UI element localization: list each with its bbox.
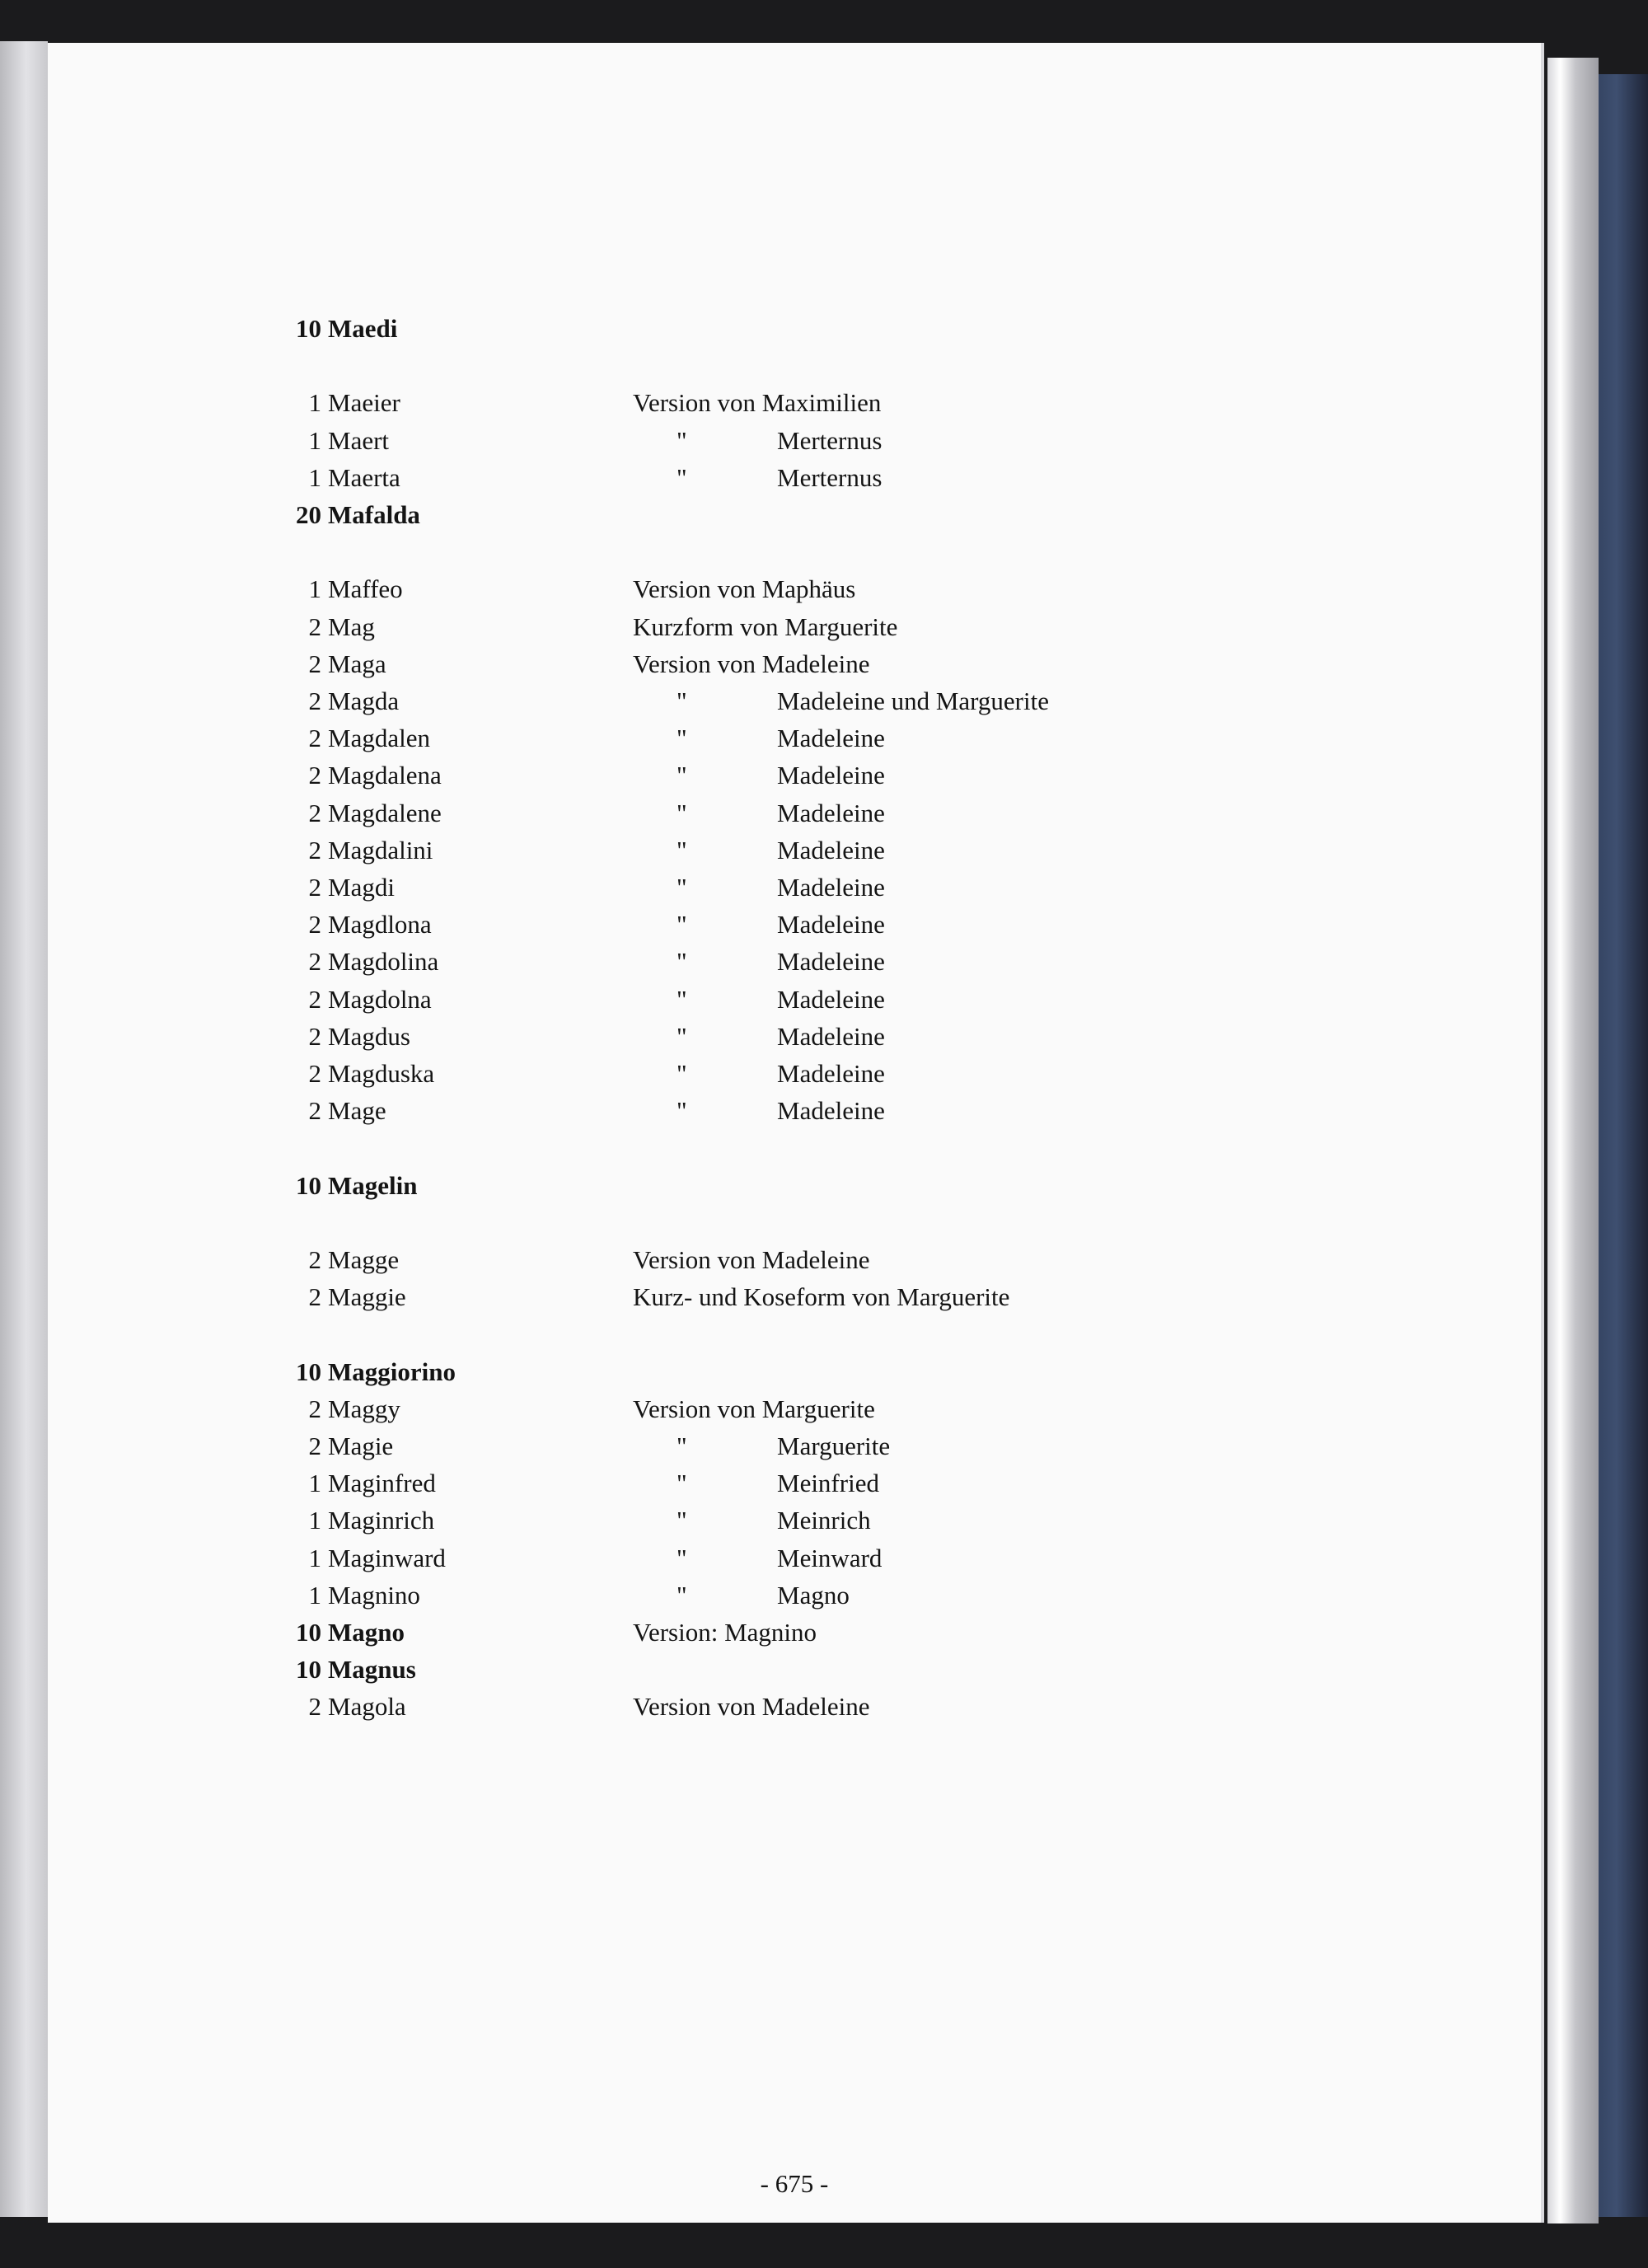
entry-count: 2: [308, 1394, 321, 1423]
entry-count: 2: [308, 873, 321, 902]
entry-row: [48, 1278, 1541, 1316]
entry-name: Magdalene: [328, 798, 442, 827]
entry-reference: Meinrich: [777, 1506, 871, 1535]
entry-count: 1: [308, 1543, 321, 1572]
left-page-edge: [0, 41, 48, 2217]
book-page: [48, 43, 1541, 2223]
entry-name: Mage: [328, 1096, 386, 1126]
entry-reference: Meinward: [777, 1543, 883, 1572]
entry-reference: Madeleine: [777, 1059, 885, 1088]
entry-reference: Madeleine: [777, 1021, 885, 1051]
entry-name: Maffeo: [328, 574, 403, 604]
entry-row: [48, 608, 1541, 646]
ditto-mark: ": [677, 462, 687, 492]
entry-count: 1: [308, 1506, 321, 1535]
entry-reference: Madeleine: [777, 873, 885, 902]
entry-row: [48, 1577, 1541, 1614]
entry-row: [48, 1018, 1541, 1056]
entry-count: 1: [308, 1580, 321, 1610]
entry-name: Magdolina: [328, 947, 439, 977]
entry-reference: Madeleine und Marguerite: [777, 686, 1049, 715]
entry-row: [48, 1688, 1541, 1726]
entry-row: [48, 1353, 1541, 1391]
entry-row: [48, 1614, 1541, 1652]
entry-count: 2: [308, 649, 321, 678]
ditto-mark: ": [677, 425, 687, 455]
entry-name: Magola: [328, 1692, 406, 1722]
entry-row: [48, 570, 1541, 608]
entry-name: Mag: [328, 612, 375, 641]
page-stack-edge: [1547, 58, 1599, 2223]
entry-count: 2: [308, 686, 321, 715]
ditto-mark: ": [677, 761, 687, 790]
ditto-mark: ": [677, 1506, 687, 1535]
entry-name: Maedi: [328, 314, 398, 343]
entry-count: 10: [296, 1357, 321, 1386]
entry-name: Magdalen: [328, 724, 430, 753]
entry-reference: Merternus: [777, 462, 883, 492]
entry-description: Version von Madeleine: [633, 1692, 870, 1722]
entry-description: Version von Madeleine: [633, 1245, 870, 1274]
entry-name: Magnino: [328, 1580, 420, 1610]
entry-name: Magduska: [328, 1059, 435, 1088]
ditto-mark: ": [677, 910, 687, 940]
entry-row: [48, 384, 1541, 422]
entry-count: 2: [308, 1096, 321, 1126]
entry-row: [48, 1651, 1541, 1689]
entry-description: Version von Maphäus: [633, 574, 856, 604]
entry-count: 2: [308, 724, 321, 753]
entry-count: 2: [308, 1432, 321, 1460]
entry-row: [48, 757, 1541, 794]
entry-name: Magdlona: [328, 910, 432, 940]
entry-reference: Madeleine: [777, 910, 885, 940]
entry-description: Version: Magnino: [633, 1618, 817, 1647]
entry-name: Magdalena: [328, 761, 442, 790]
entry-row: [48, 459, 1541, 497]
entry-name: Maggiorino: [328, 1357, 456, 1386]
ditto-mark: ": [677, 873, 687, 902]
entry-row: [48, 1390, 1541, 1428]
ditto-mark: ": [677, 724, 687, 753]
ditto-mark: ": [677, 984, 687, 1014]
entry-reference: Madeleine: [777, 947, 885, 977]
entry-name: Magda: [328, 686, 400, 715]
entry-name: Maert: [328, 425, 390, 455]
entry-name: Magdalini: [328, 835, 433, 865]
ditto-mark: ": [677, 686, 687, 715]
entry-row: [48, 1502, 1541, 1539]
entry-name: Magelin: [328, 1170, 418, 1200]
entry-count: 10: [296, 1170, 321, 1200]
entry-count: 2: [308, 612, 321, 641]
ditto-mark: ": [677, 835, 687, 865]
entry-name: Magie: [328, 1432, 394, 1460]
entry-count: 2: [308, 910, 321, 940]
ditto-mark: ": [677, 798, 687, 827]
entry-row: [48, 1539, 1541, 1577]
entry-row: [48, 1092, 1541, 1130]
entry-count: 2: [308, 835, 321, 865]
entry-description: Version von Maximilien: [633, 388, 882, 418]
entry-count: 10: [296, 314, 321, 343]
entry-name: Maerta: [328, 462, 400, 492]
entry-row: [48, 719, 1541, 757]
entry-count: 10: [296, 1618, 321, 1647]
entry-count: 2: [308, 947, 321, 977]
ditto-mark: ": [677, 1469, 687, 1498]
ditto-mark: ": [677, 1580, 687, 1610]
ditto-mark: ": [677, 947, 687, 977]
entry-row: [48, 496, 1541, 534]
entry-name: Magdi: [328, 873, 395, 902]
entry-count: 1: [308, 1469, 321, 1498]
ditto-mark: ": [677, 1543, 687, 1572]
entry-reference: Madeleine: [777, 724, 885, 753]
entry-count: 2: [308, 984, 321, 1014]
entry-row: [48, 310, 1541, 348]
entry-count: 2: [308, 761, 321, 790]
entry-description: Kurzform von Marguerite: [633, 612, 898, 641]
entry-reference: Madeleine: [777, 984, 885, 1014]
entry-name: Maga: [328, 649, 386, 678]
entry-row: [48, 832, 1541, 869]
entry-count: 2: [308, 1692, 321, 1722]
ditto-mark: ": [677, 1096, 687, 1126]
entry-reference: Madeleine: [777, 835, 885, 865]
entry-reference: Madeleine: [777, 1096, 885, 1126]
entry-row: [48, 981, 1541, 1019]
entry-reference: Merternus: [777, 425, 883, 455]
entry-name: Magdolna: [328, 984, 432, 1014]
ditto-mark: ": [677, 1059, 687, 1088]
entry-description: Version von Marguerite: [633, 1394, 875, 1423]
entry-name: Mafalda: [328, 500, 420, 529]
entry-reference: Meinfried: [777, 1469, 879, 1498]
entry-description: Version von Madeleine: [633, 649, 870, 678]
entry-count: 1: [308, 574, 321, 604]
entry-count: 10: [296, 1655, 321, 1685]
entry-row: [48, 943, 1541, 981]
entry-count: 2: [308, 1021, 321, 1051]
entry-count: 2: [308, 1245, 321, 1274]
entry-row: [48, 794, 1541, 832]
entry-name: Maggie: [328, 1282, 406, 1312]
entry-reference: Madeleine: [777, 761, 885, 790]
entry-count: 20: [296, 500, 321, 529]
entry-row: [48, 1241, 1541, 1279]
entry-name: Maginward: [328, 1543, 446, 1572]
entry-row: [48, 906, 1541, 944]
entry-count: 2: [308, 1059, 321, 1088]
entry-row: [48, 682, 1541, 720]
entry-count: 1: [308, 462, 321, 492]
entry-name: Maginfred: [328, 1469, 436, 1498]
entry-name: Maginrich: [328, 1506, 435, 1535]
entry-description: Kurz- und Koseform von Marguerite: [633, 1282, 1010, 1312]
entry-row: [48, 1464, 1541, 1502]
entry-name: Magno: [328, 1618, 405, 1647]
entry-row: [48, 1055, 1541, 1093]
entry-row: [48, 645, 1541, 683]
ditto-mark: ": [677, 1432, 687, 1460]
entry-name: Magdus: [328, 1021, 410, 1051]
entry-row: [48, 1427, 1541, 1465]
entry-reference: Magno: [777, 1580, 850, 1610]
entry-name: Maeier: [328, 388, 400, 418]
entry-reference: Madeleine: [777, 798, 885, 827]
entry-name: Magge: [328, 1245, 400, 1274]
entry-row: [48, 422, 1541, 460]
entry-count: 2: [308, 1282, 321, 1312]
entry-row: [48, 869, 1541, 907]
entry-name: Magnus: [328, 1655, 416, 1685]
entry-count: 2: [308, 798, 321, 827]
entry-row: [48, 1167, 1541, 1205]
ditto-mark: ": [677, 1021, 687, 1051]
entry-name: Maggy: [328, 1394, 400, 1423]
entry-count: 1: [308, 425, 321, 455]
entry-reference: Marguerite: [777, 1432, 891, 1460]
entry-count: 1: [308, 388, 321, 418]
page-number: - 675 -: [760, 2169, 829, 2198]
